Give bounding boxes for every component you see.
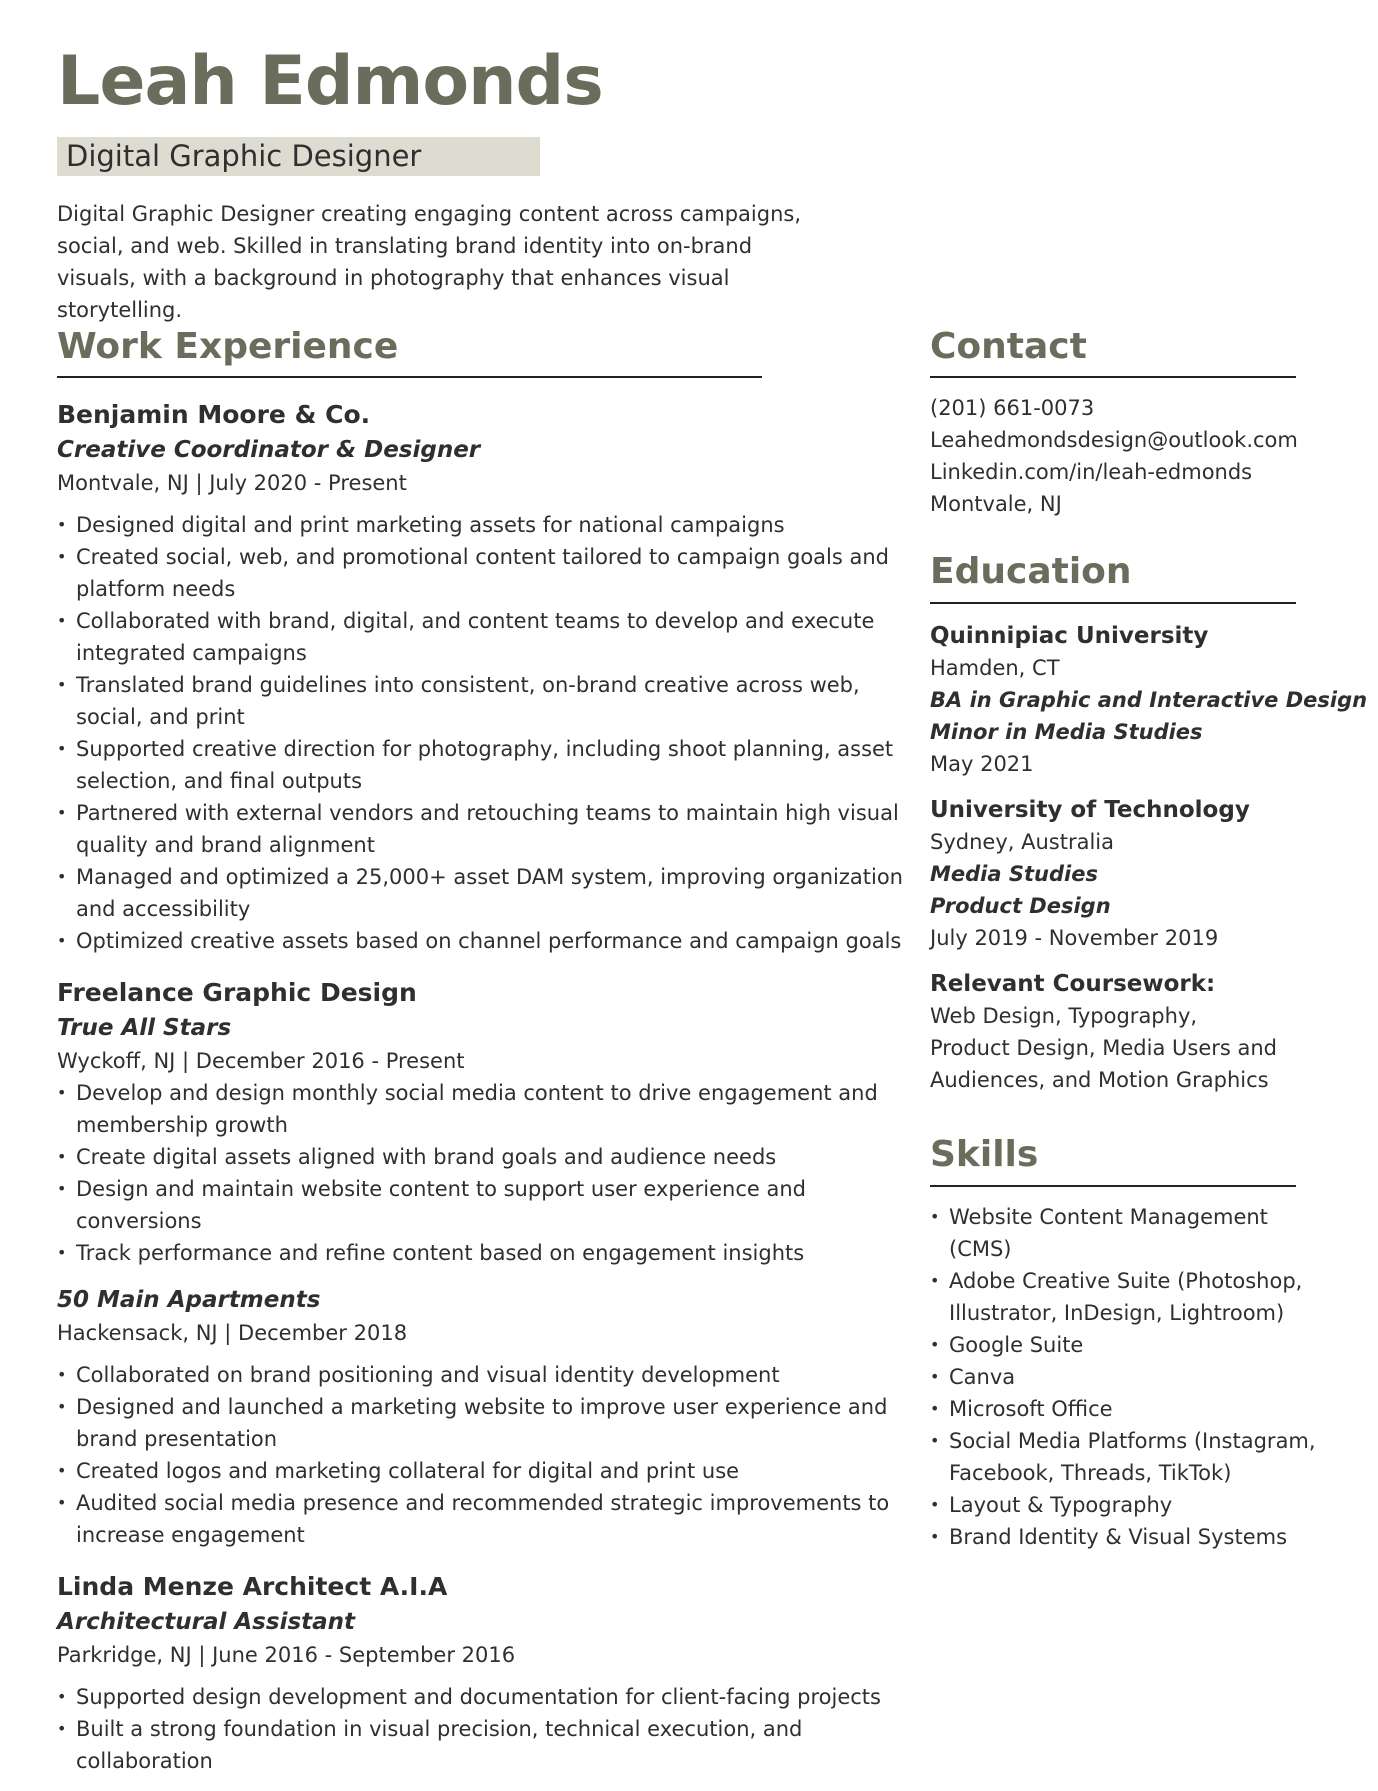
school-name: Quinnipiac University (930, 623, 1209, 649)
job-bullet: • Built a strong foundation in visual precision, technical execution, and collaboration (57, 1713, 907, 1777)
school-date: July 2019 - November 2019 (930, 926, 1219, 950)
skills-heading: Skills (930, 1134, 1039, 1175)
job-bullet: • Partnered with external vendors and retouching teams to maintain high visual quality and brand alignment (57, 797, 907, 861)
education-divider (930, 602, 1296, 604)
contact-divider (930, 376, 1296, 378)
job-company: Linda Menze Architect A.I.A (57, 1572, 448, 1601)
job-role: Creative Coordinator & Designer (57, 437, 481, 463)
job-bullet: • Designed digital and print marketing assets for national campaigns (57, 509, 907, 541)
job-company: Freelance Graphic Design (57, 978, 417, 1007)
job-role: Architectural Assistant (57, 1609, 356, 1635)
coursework-line: Product Design, Media Users and (930, 1036, 1278, 1060)
skill-item: • Social Media Platforms (Instagram, Facebook, Threads, TikTok) (930, 1425, 1330, 1489)
job-bullet: • Translated brand guidelines into consistent, on-brand creative across web, social, and print (57, 669, 907, 733)
job-bullet: • Develop and design monthly social media content to drive engagement and membership growth (57, 1077, 907, 1141)
job-bullet: • Design and maintain website content to support user experience and conversions (57, 1173, 907, 1237)
education-heading: Education (930, 551, 1132, 592)
job-bullet: • Managed and optimized a 25,000+ asset DAM system, improving organization and accessibility (57, 861, 907, 925)
school-location: Hamden, CT (930, 656, 1060, 680)
job-bullet: • Audited social media presence and recommended strategic improvements to increase engagement (57, 1487, 907, 1551)
job-bullet: • Supported creative direction for photography, including shoot planning, asset selection, and final outputs (57, 733, 907, 797)
skill-item: • Website Content Management (CMS) (930, 1201, 1330, 1265)
skill-item: • Adobe Creative Suite (Photoshop, Illustrator, InDesign, Lightroom) (930, 1265, 1330, 1329)
skills-list (930, 1201, 1330, 1553)
job-meta: Hackensack, NJ | December 2018 (57, 1321, 408, 1345)
contact-linkedin[interactable]: Linkedin.com/in/leah-edmonds (930, 460, 1253, 484)
job-role: True All Stars (57, 1015, 232, 1041)
school-location: Sydney, Australia (930, 830, 1114, 854)
contact-section (930, 392, 1330, 520)
resume-name: Leah Edmonds (57, 42, 603, 121)
job-entry (57, 975, 907, 1269)
job-bullets (57, 1681, 907, 1777)
work-experience-section (57, 397, 907, 1791)
job-bullets (57, 1077, 907, 1269)
job-meta: Parkridge, NJ | June 2016 - September 2016 (57, 1643, 516, 1667)
coursework-heading: Relevant Coursework: (930, 971, 1216, 997)
school-minor: Product Design (930, 894, 1111, 918)
job-bullet: • Created social, web, and promotional content tailored to campaign goals and platform needs (57, 541, 907, 605)
job-meta: Montvale, NJ | July 2020 - Present (57, 471, 407, 495)
job-entry (57, 397, 907, 957)
job-bullet: • Created logos and marketing collateral for digital and print use (57, 1455, 907, 1487)
job-role: 50 Main Apartments (57, 1287, 321, 1313)
job-bullet: • Create digital assets aligned with brand goals and audience needs (57, 1141, 907, 1173)
job-bullets (57, 1359, 907, 1551)
coursework-block (930, 968, 1330, 1096)
school-degree: BA in Graphic and Interactive Design (930, 688, 1368, 712)
job-entry (57, 1283, 907, 1551)
skill-item: • Microsoft Office (930, 1393, 1330, 1425)
skills-divider (930, 1185, 1296, 1187)
job-bullet: • Optimized creative assets based on channel performance and campaign goals (57, 925, 907, 957)
school-minor: Minor in Media Studies (930, 720, 1203, 744)
job-bullet: • Track performance and refine content based on engagement insights (57, 1237, 907, 1269)
contact-heading: Contact (930, 326, 1087, 367)
job-meta: Wyckoff, NJ | December 2016 - Present (57, 1049, 465, 1073)
contact-email[interactable]: Leahedmondsdesign@outlook.com (930, 428, 1298, 452)
job-bullet: • Designed and launched a marketing website to improve user experience and brand presentation (57, 1391, 907, 1455)
job-title-banner (57, 137, 540, 176)
job-bullet: • Supported design development and documentation for client-facing projects (57, 1681, 907, 1713)
skill-item: • Canva (930, 1361, 1330, 1393)
school-name: University of Technology (930, 797, 1250, 823)
education-entry (930, 794, 1330, 954)
work-experience-divider (57, 376, 762, 378)
job-title: Digital Graphic Designer (66, 139, 422, 173)
job-bullet: • Collaborated with brand, digital, and content teams to develop and execute integrated campaigns (57, 605, 907, 669)
school-degree: Media Studies (930, 862, 1098, 886)
contact-phone[interactable]: (201) 661-0073 (930, 396, 1095, 420)
skill-item: • Layout & Typography (930, 1489, 1330, 1521)
skill-item: • Brand Identity & Visual Systems (930, 1521, 1330, 1553)
education-entry (930, 620, 1368, 780)
contact-location: Montvale, NJ (930, 492, 1062, 516)
profile-summary: Digital Graphic Designer creating engaging content across campaigns, social, and web. Skilled in translating brand identity into on-brand visuals, with a background in photography that enhances visual storytelling. (57, 202, 802, 322)
school-date: May 2021 (930, 752, 1034, 776)
work-experience-heading: Work Experience (57, 326, 399, 367)
job-bullets (57, 509, 907, 957)
skills-section (930, 1201, 1330, 1553)
coursework-line: Web Design, Typography, (930, 1004, 1198, 1028)
education-section (930, 620, 1368, 1096)
job-entry (57, 1569, 907, 1777)
skill-item: • Google Suite (930, 1329, 1330, 1361)
coursework-line: Audiences, and Motion Graphics (930, 1068, 1269, 1092)
job-bullet: • Collaborated on brand positioning and visual identity development (57, 1359, 907, 1391)
job-company: Benjamin Moore & Co. (57, 400, 371, 429)
